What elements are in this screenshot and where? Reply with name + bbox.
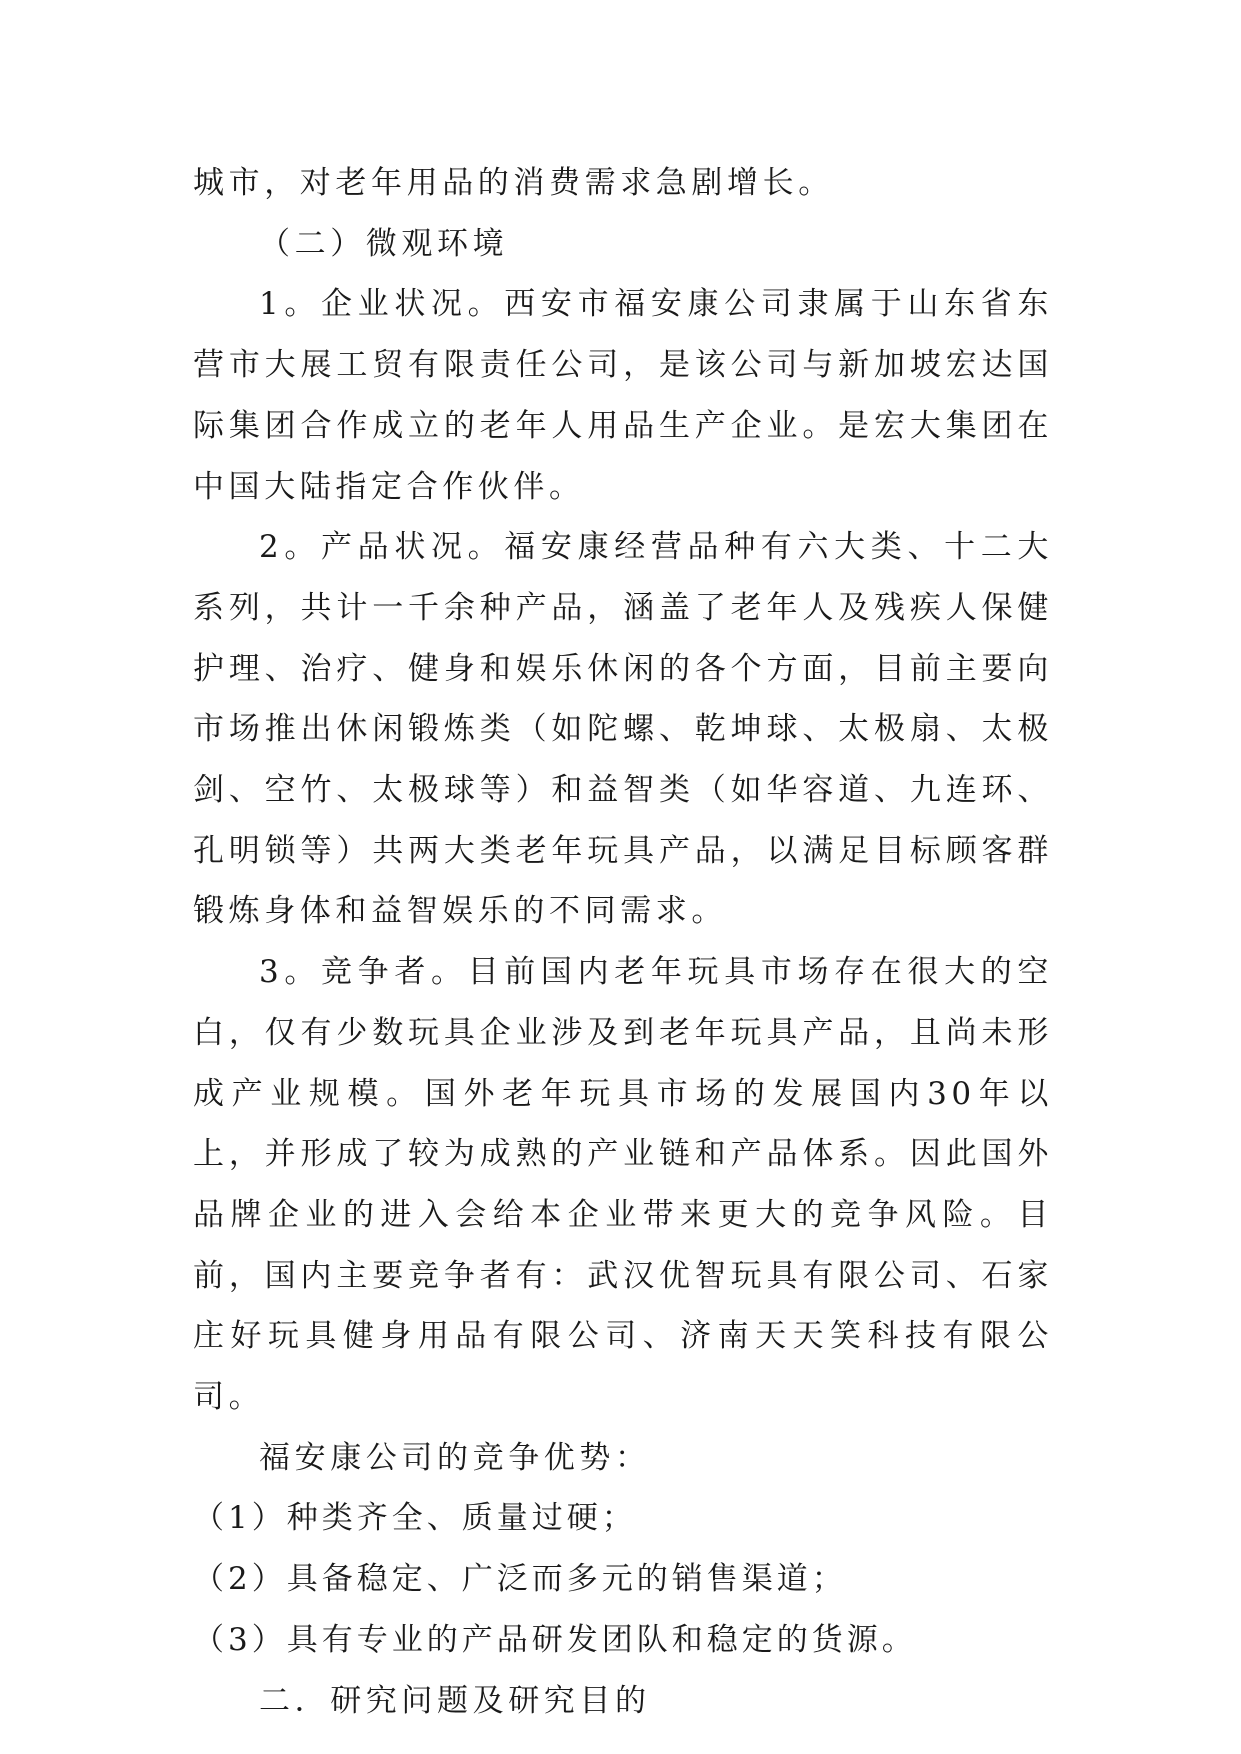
- advantage-item-2: （2）具备稳定、广泛而多元的销售渠道；: [193, 1561, 847, 1598]
- paragraph-advantages-intro: 福安康公司的竞争优势：: [259, 1439, 651, 1476]
- paragraph-product-status: 2。产品状况。福安康经营品种有六大类、十二大系列，共计一千余种产品，涵盖了老年人及残疾人保健护理、治疗、健身和娱乐休闲的各个方面，目前主要向市场推出休闲锻炼类（如陀螺、乾坤球、太极扇、太极剑、空竹、太极球等）和益智类（如华容道、九连环、孔明锁等）共两大类老年玩具产品，以满足目标顾客群锻炼身体和益智娱乐的不同需求。: [193, 529, 1053, 930]
- advantage-item-3: （3）具有专业的产品研发团队和稳定的货源。: [193, 1621, 917, 1658]
- paragraph-competitors: 3。竞争者。目前国内老年玩具市场存在很大的空白，仅有少数玩具企业涉及到老年玩具产品，且尚未形成产业规模。国外老年玩具市场的发展国内30年以上，并形成了较为成熟的产业链和产品体系。因此国外品牌企业的进入会给本企业带来更大的竞争风险。目前，国内主要竞争者有：武汉优智玩具有限公司、石家庄好玩具健身用品有限公司、济南天天笑科技有限公司。: [193, 954, 1053, 1416]
- advantage-item-1: （1）种类齐全、质量过硬；: [193, 1500, 637, 1537]
- paragraph-continuation: 城市，对老年用品的消费需求急剧增长。: [193, 165, 834, 201]
- subsection-heading-micro-environment: （二）微观环境: [259, 225, 509, 262]
- paragraph-company-status: 1。企业状况。西安市福安康公司隶属于山东省东营市大展工贸有限责任公司，是该公司与新加坡宏达国际集团合作成立的老年人用品生产企业。是宏大集团在中国大陆指定合作伙伴。: [193, 286, 1053, 505]
- document-body: [193, 153, 1053, 1731]
- section-heading-research-questions: 二．研究问题及研究目的: [259, 1682, 651, 1719]
